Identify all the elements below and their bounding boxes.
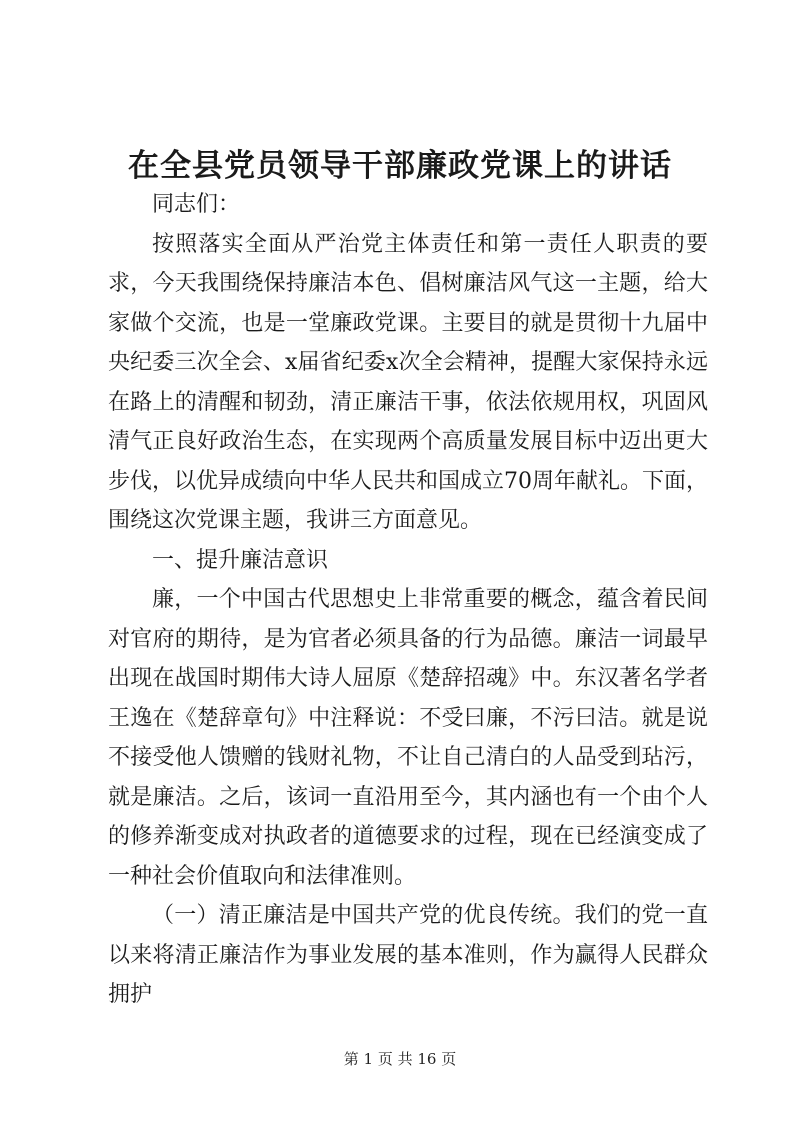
section-heading-1: 一、提升廉洁意识: [152, 547, 329, 573]
document-body: [108, 185, 708, 1015]
paragraph-intro: 按照落实全面从严治党主体责任和第一责任人职责的要求，今天我围绕保持廉洁本色、倡树廉洁风气这一主题，给大家做个交流，也是一堂廉政党课。主要目的就是贯彻十九届中央纪委三次全会、x届省纪委x次全会精神，提醒大家保持永远在路上的清醒和韧劲，清正廉洁干事，依法依规用权，巩固风清气正良好政治生态，在实现两个高质量发展目标中迈出更大步伐，以优异成绩向中华人民共和国成立70周年献礼。下面，围绕这次党课主题，我讲三方面意见。: [108, 231, 708, 533]
document-title: 在全县党员领导干部廉政党课上的讲话: [128, 148, 672, 184]
paragraph-definition: 廉，一个中国古代思想史上非常重要的概念，蕴含着民间对官府的期待，是为官者必须具备的行为品德。廉洁一词最早出现在战国时期伟大诗人屈原《楚辞招魂》中。东汉著名学者王逸在《楚辞章句》中注释说：不受曰廉，不污曰洁。就是说不接受他人馈赠的钱财礼物，不让自己清白的人品受到玷污，就是廉洁。之后，该词一直沿用至今，其内涵也有一个由个人的修养渐变成对执政者的道德要求的过程，现在已经演变成了一种社会价值取向和法律准则。: [108, 587, 708, 889]
salutation: 同志们：: [152, 192, 241, 217]
paragraph-subsection-1: （一）清正廉洁是中国共产党的优良传统。我们的党一直以来将清正廉洁作为事业发展的基本准则，作为赢得人民群众拥护: [108, 903, 708, 1007]
page-footer: 第 1 页 共 16 页: [343, 1050, 457, 1068]
